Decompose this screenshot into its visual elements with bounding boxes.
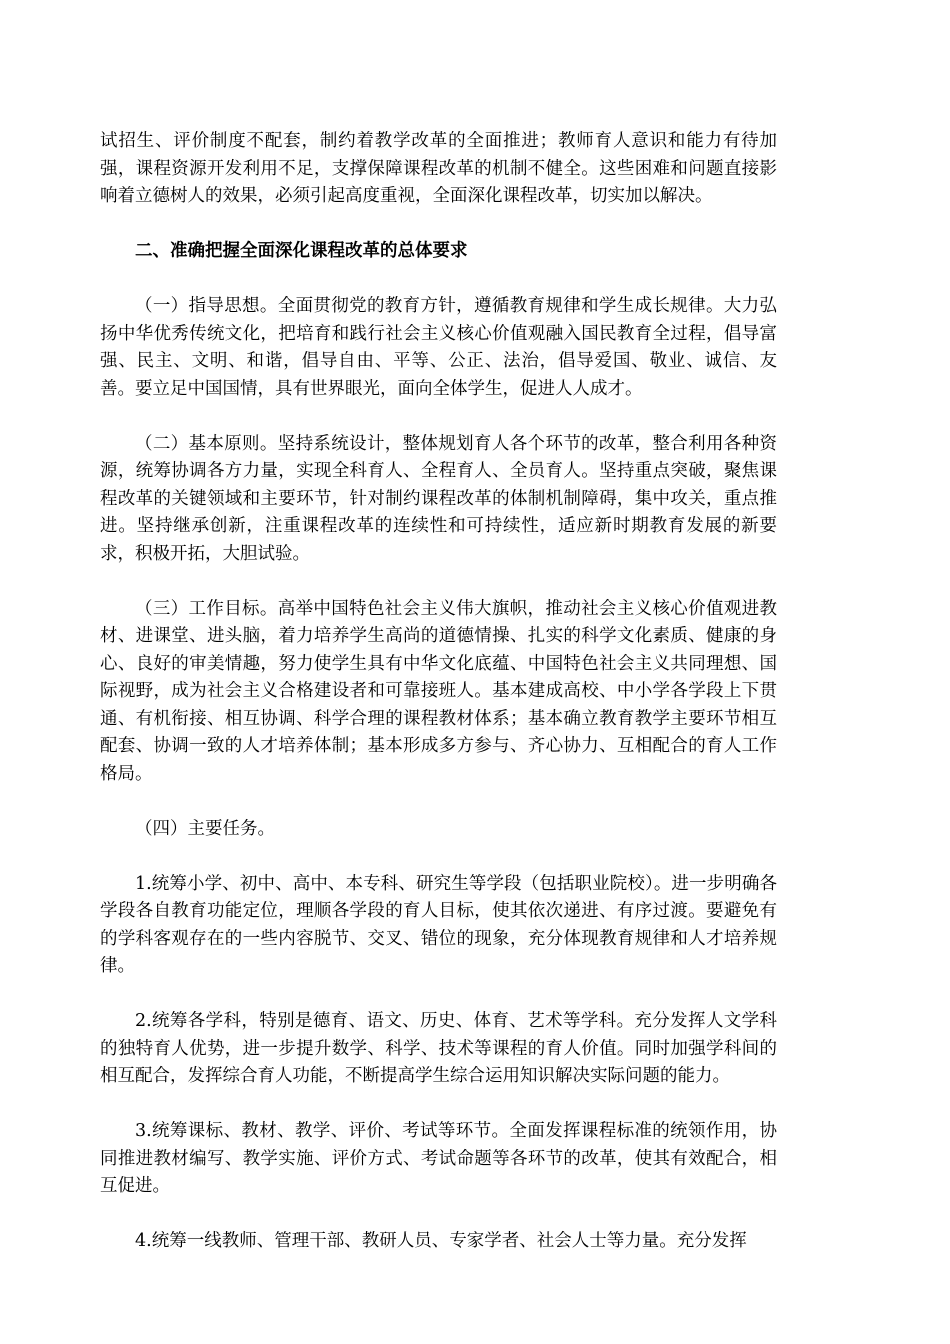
paragraph-task-4: 4.统筹一线教师、管理干部、教研人员、专家学者、社会人士等力量。充分发挥 bbox=[135, 1231, 747, 1251]
paragraph-guiding-ideology: （一）指导思想。全面贯彻党的教育方针，遵循教育规律和学生成长规律。大力弘扬中华优秀传统文化，把培育和践行社会主义核心价值观融入国民教育全过程，倡导富强、民主、文明、和谐，倡导自由、平等、公正、法治，倡导爱国、敬业、诚信、友善。要立足中国国情，具有世界眼光，面向全体学生，促进人人成才。 bbox=[100, 296, 777, 399]
document-page bbox=[100, 128, 777, 1283]
paragraph-work-goals: （三）工作目标。高举中国特色社会主义伟大旗帜，推动社会主义核心价值观进教材、进课堂、进头脑，着力培养学生高尚的道德情操、扎实的科学文化素质、健康的身心、良好的审美情趣，努力使学生具有中华文化底蕴、中国特色社会主义共同理想、国际视野，成为社会主义合格建设者和可靠接班人。基本建成高校、中小学各学段上下贯通、有机衔接、相互协调、科学合理的课程教材体系；基本确立教育教学主要环节相互配套、协调一致的人才培养体制；基本形成多方参与、齐心协力、互相配合的育人工作格局。 bbox=[100, 598, 777, 784]
paragraph-main-tasks: （四）主要任务。 bbox=[135, 818, 275, 839]
section-heading: 二、准确把握全面深化课程改革的总体要求 bbox=[135, 241, 468, 261]
paragraph-task-1: 1.统筹小学、初中、高中、本专科、研究生等学段（包括职业院校）。进一步明确各学段各自教育功能定位，理顺各学段的育人目标，使其依次递进、有序过渡。要避免有的学科客观存在的一些内容脱节、交叉、错位的现象，充分体现教育规律和人才培养规律。 bbox=[100, 873, 777, 976]
paragraph-continuation: 试招生、评价制度不配套，制约着教学改革的全面推进；教师育人意识和能力有待加强，课程资源开发利用不足，支撑保障课程改革的机制不健全。这些困难和问题直接影响着立德树人的效果，必须引起高度重视，全面深化课程改革，切实加以解决。 bbox=[100, 131, 777, 206]
paragraph-task-3: 3.统筹课标、教材、教学、评价、考试等环节。全面发挥课程标准的统领作用，协同推进教材编写、教学实施、评价方式、考试命题等各环节的改革，使其有效配合，相互促进。 bbox=[100, 1121, 777, 1196]
paragraph-basic-principles: （二）基本原则。坚持系统设计，整体规划育人各个环节的改革，整合利用各种资源，统筹协调各方力量，实现全科育人、全程育人、全员育人。坚持重点突破，聚焦课程改革的关键领域和主要环节，针对制约课程改革的体制机制障碍，集中攻关，重点推进。坚持继承创新，注重课程改革的连续性和可持续性，适应新时期教育发展的新要求，积极开拓，大胆试验。 bbox=[100, 433, 777, 564]
paragraph-task-2: 2.统筹各学科，特别是德育、语文、历史、体育、艺术等学科。充分发挥人文学科的独特育人优势，进一步提升数学、科学、技术等课程的育人价值。同时加强学科间的相互配合，发挥综合育人功能，不断提高学生综合运用知识解决实际问题的能力。 bbox=[100, 1011, 777, 1086]
